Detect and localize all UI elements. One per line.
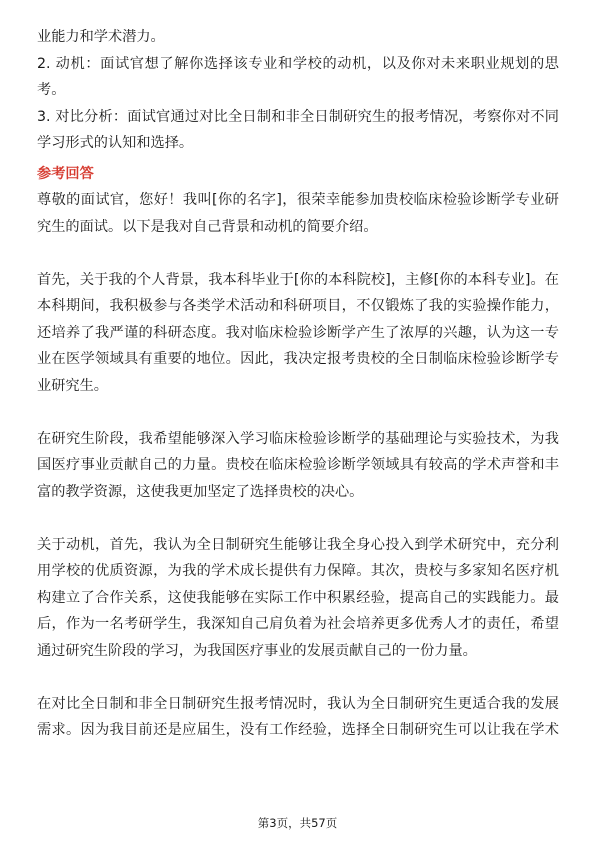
page-number: 第3页，共57页 — [257, 816, 338, 830]
text-line: 3. 对比分析：面试官通过对比全日制和非全日制研究生的报考情况，考察你对不同 — [37, 108, 559, 125]
text-line: 通过研究生阶段的学习，为我国医疗事业的发展贡献自己的一份力量。 — [37, 642, 477, 659]
text-line: 还培养了我严谨的科研态度。我对临床检验诊断学产生了浓厚的兴趣，认为这一专 — [37, 324, 559, 341]
text-line: 在对比全日制和非全日制研究生报考情况时，我认为全日制研究生更适合我的发展 — [37, 695, 559, 712]
list-item-motivation — [37, 51, 559, 104]
text-line: 后，作为一名考研学生，我深知自己肩负着为社会培养更多优秀人才的责任，希望 — [37, 616, 559, 632]
text-line: 业研究生。 — [37, 377, 108, 394]
paragraph-background — [37, 267, 559, 400]
text-line: 构建立了合作关系，这使我能够在实际工作中积累经验，提高自己的实践能力。最 — [37, 589, 559, 606]
answer-heading: 参考回答 — [37, 165, 94, 182]
text-line: 用学校的优质资源，为我的学术成长提供有力保障。其次，贵校与多家知名医疗机 — [37, 563, 559, 579]
paragraph-comparison — [37, 691, 559, 744]
paragraph-spacer — [37, 399, 559, 426]
text-line: 国医疗事业贡献自己的力量。贵校在临床检验诊断学领域具有较高的学术声誉和丰 — [37, 457, 559, 473]
text-line: 关于动机，首先，我认为全日制研究生能够让我全身心投入到学术研究中，充分利 — [37, 536, 559, 553]
intro-tail — [37, 24, 559, 51]
paragraph-greeting — [37, 187, 559, 240]
text-line: 考。 — [37, 82, 66, 98]
page-content — [37, 24, 559, 744]
paragraph-spacer — [37, 664, 559, 691]
text-line: 业在医学领域具有重要的地位。因此，我决定报考贵校的全日制临床检验诊断学专 — [37, 351, 559, 367]
text-line: 富的教学资源，这使我更加坚定了选择贵校的决心。 — [37, 483, 364, 500]
text-line: 本科期间，我积极参与各类学术活动和科研项目，不仅锻炼了我的实验操作能力， — [37, 298, 559, 314]
list-item-comparison — [37, 104, 559, 157]
paragraph-spacer — [37, 505, 559, 532]
text-line: 尊敬的面试官，您好！我叫[你的名字]，很荣幸能参加贵校临床检验诊断学专业研 — [37, 192, 559, 208]
text-line: 首先，关于我的个人背景，我本科毕业于[你的本科院校]，主修[你的本科专业]。在 — [37, 271, 559, 288]
text-line: 究生的面试。以下是我对自己背景和动机的简要介绍。 — [37, 218, 378, 235]
text-line: 学习形式的认知和选择。 — [37, 135, 194, 151]
text-line: 需求。因为我目前还是应届生，没有工作经验，选择全日制研究生可以让我在学术 — [37, 722, 559, 738]
text-line: 2. 动机：面试官想了解你选择该专业和学校的动机，以及你对未来职业规划的思 — [37, 55, 559, 72]
text-line: 在研究生阶段，我希望能够深入学习临床检验诊断学的基础理论与实验技术，为我 — [37, 430, 559, 447]
paragraph-graduate-stage — [37, 426, 559, 506]
paragraph-spacer — [37, 240, 559, 267]
text-line: 业能力和学术潜力。 — [37, 29, 165, 45]
paragraph-motivation — [37, 532, 559, 665]
